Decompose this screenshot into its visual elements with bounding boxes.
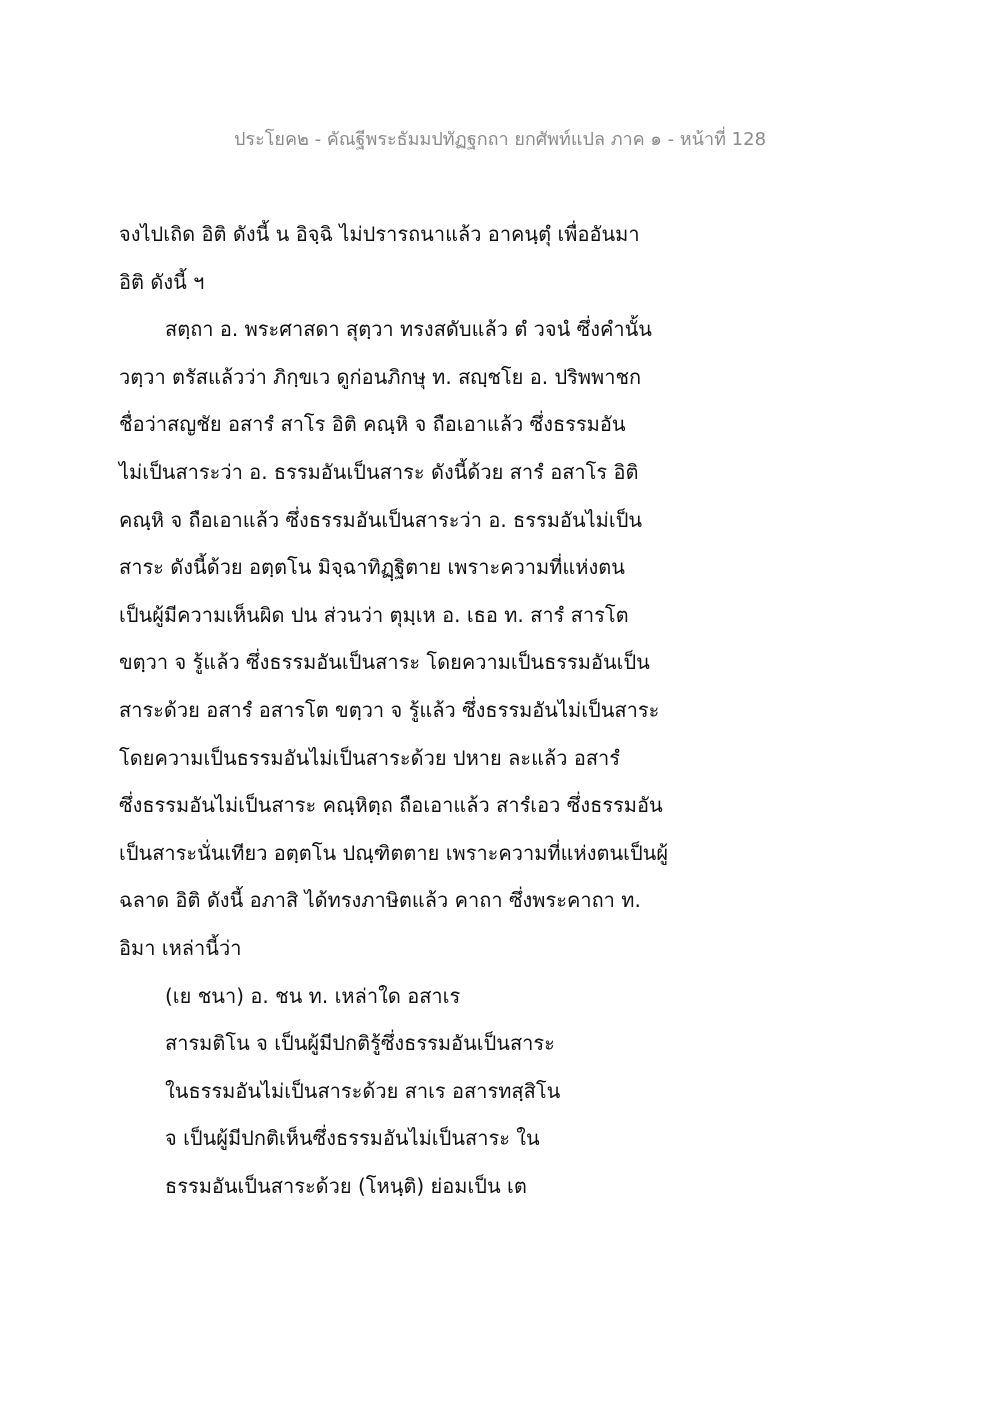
verse-line: ในธรรมอันไม่เป็นสาระด้วย สาเร อสารทสฺสิโน: [165, 1078, 561, 1103]
text-line: ขตฺวา จ รู้แล้ว ซึ่งธรรมอันเป็นสาระ โดยความเป็นธรรมอันเป็น: [119, 650, 650, 675]
verse-line: ธรรมอันเป็นสาระด้วย (โหนฺติ) ย่อมเป็น เต: [165, 1173, 527, 1198]
text-line: ไม่เป็นสาระว่า อ. ธรรมอันเป็นสาระ ดังนี้ด้วย สารํ อสาโร อิติ: [119, 459, 639, 484]
verse-line: จ เป็นผู้มีปกติเห็นซึ่งธรรมอันไม่เป็นสาระ ใน: [165, 1126, 540, 1151]
body-text: [119, 211, 679, 1210]
text-line: ฉลาด อิติ ดังนี้ อภาสิ ได้ทรงภาษิตแล้ว คาถา ซึ่งพระคาถา ท.: [119, 888, 641, 913]
verse-line: (เย ชนา) อ. ชน ท. เหล่าใด อสาเร: [165, 983, 461, 1008]
text-line: อิมา เหล่านี้ว่า: [119, 935, 242, 960]
page-header: ประโยค๒ - คัณฐีพระธัมมปทัฏฐกถา ยกศัพท์แปล ภาค ๑ - หน้าที่ 128: [233, 129, 767, 150]
text-line: จงไปเถิด อิติ ดังนี้ น อิจฺฉิ ไม่ปรารถนาแล้ว อาคนฺตุํ เพื่ออันมา: [119, 222, 640, 246]
text-line: โดยความเป็นธรรมอันไม่เป็นสาระด้วย ปหาย ละแล้ว อสารํ: [119, 745, 621, 770]
text-line: เป็นผู้มีความเห็นผิด ปน ส่วนว่า ตุมฺเห อ. เธอ ท. สารํ สารโต: [119, 602, 629, 627]
verse-line: สารมติโน จ เป็นผู้มีปกติรู้ซึ่งธรรมอันเป็นสาระ: [165, 1031, 555, 1056]
text-line: ซึ่งธรรมอันไม่เป็นสาระ คณฺหิตฺถ ถือเอาแล้ว สารํเอว ซึ่งธรรมอัน: [119, 793, 663, 818]
text-line: วตฺวา ตรัสแล้วว่า ภิกฺขเว ดูก่อนภิกษุ ท. สญฺชโย อ. ปริพพาชก: [119, 364, 642, 389]
text-line: คณฺหิ จ ถือเอาแล้ว ซึ่งธรรมอันเป็นสาระว่า อ. ธรรมอันไม่เป็น: [119, 507, 643, 532]
text-line: ชื่อว่าสญชัย อสารํ สาโร อิติ คณฺหิ จ ถือเอาแล้ว ซึ่งธรรมอัน: [119, 412, 626, 437]
text-line: เป็นสาระนั่นเทียว อตฺตโน ปณฺฑิตตาย เพราะความที่แห่งตนเป็นผู้: [119, 840, 669, 865]
paragraph-line: สตฺถา อ. พระศาสดา สุตฺวา ทรงสดับแล้ว ตํ วจนํ ซึ่งคำนั้น: [165, 317, 652, 342]
text-line: สาระ ดังนี้ด้วย อตฺตโน มิจฺฉาทิฏฺฐิตาย เพราะความที่แห่งตน: [119, 555, 625, 580]
text-line: สาระด้วย อสารํ อสารโต ขตฺวา จ รู้แล้ว ซึ่งธรรมอันไม่เป็นสาระ: [119, 697, 660, 722]
text-line: อิติ ดังนี้ ฯ: [119, 269, 205, 294]
